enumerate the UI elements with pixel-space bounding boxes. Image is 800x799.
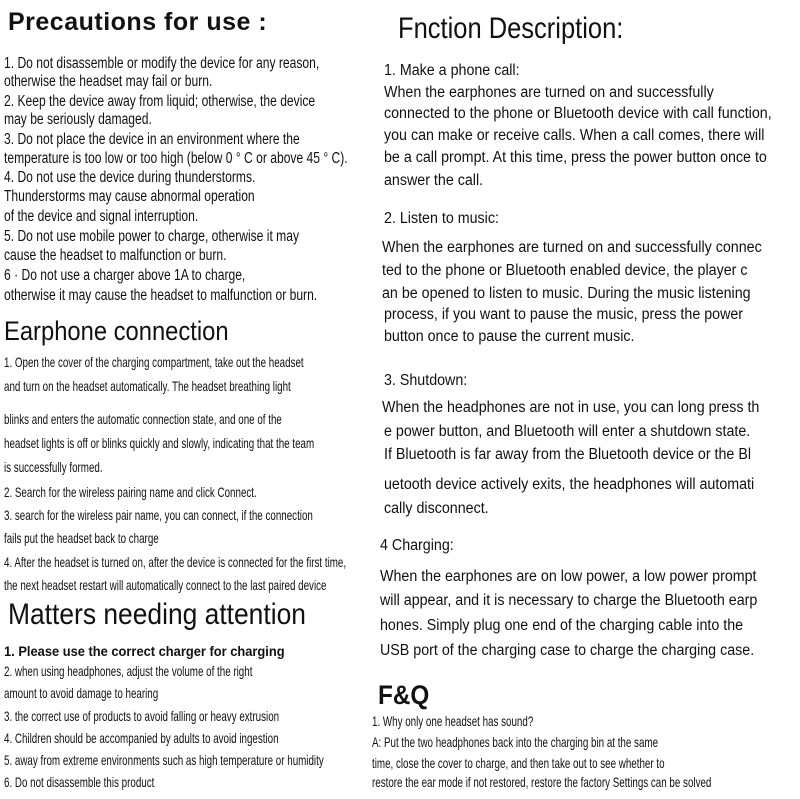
- section-line: cally disconnect.: [384, 500, 489, 517]
- precaution-line: otherwise it may cause the headset to malfunction or burn.: [4, 287, 318, 304]
- section-line: e power button, and Bluetooth will enter a shutdown state.: [384, 423, 751, 440]
- connection-line: the next headset restart will automatically connect to the last paired device: [4, 577, 327, 593]
- connection-line: blinks and enters the automatic connection state, and one of the: [4, 411, 282, 427]
- connection-line: 1. Open the cover of the charging compartment, take out the headset: [4, 354, 304, 370]
- section-line: USB port of the charging case to charge the charging case.: [380, 642, 755, 659]
- section-line: button once to pause the current music.: [384, 328, 635, 345]
- fq-title: F&Q: [378, 680, 430, 710]
- connection-line: and turn on the headset automatically. The headset breathing light: [4, 378, 291, 394]
- connection-line: 4. After the headset is turned on, after the device is connected for the first time,: [4, 554, 347, 570]
- matters-line: 3. the correct use of products to avoid falling or heavy extrusion: [4, 708, 280, 724]
- fq-line: time, close the cover to charge, and then take out to see whether to: [372, 755, 665, 771]
- precautions-title: Precautions for use :: [8, 8, 268, 36]
- connection-line: headset lights is off or blinks quickly and slowly, indicating that the team: [4, 435, 315, 451]
- matters-line: 5. away from extreme environments such as high temperature or humidity: [4, 752, 324, 768]
- precaution-line: 2. Keep the device away from liquid; otherwise, the device: [4, 93, 316, 110]
- precaution-line: Thunderstorms may cause abnormal operation: [4, 188, 255, 205]
- section-line: When the earphones are turned on and successfully connec: [382, 239, 762, 256]
- matters-line: 6. Do not disassemble this product: [4, 774, 155, 790]
- fq-line: restore the ear mode if not restored, restore the factory Settings can be solved: [372, 774, 712, 790]
- precaution-line: 5. Do not use mobile power to charge, otherwise it may: [4, 228, 300, 245]
- section-heading: 3. Shutdown:: [384, 372, 468, 389]
- fq-line: 1. Why only one headset has sound?: [372, 713, 534, 729]
- section-line: will appear, and it is necessary to charge the Bluetooth earp: [380, 592, 758, 609]
- precaution-line: may be seriously damaged.: [4, 111, 152, 128]
- connection-line: 2. Search for the wireless pairing name and click Connect.: [4, 484, 257, 500]
- precaution-line: 4. Do not use the device during thunderstorms.: [4, 169, 256, 186]
- matters-line: 2. when using headphones, adjust the volume of the right: [4, 663, 253, 679]
- section-line: an be opened to listen to music. During the music listening: [382, 285, 751, 302]
- matters-line: 1. Please use the correct charger for charging: [4, 643, 285, 659]
- section-line: you can make or receive calls. When a call comes, there will: [384, 127, 765, 144]
- matters-line: amount to avoid damage to hearing: [4, 685, 159, 701]
- precaution-line: temperature is too low or too high (below 0 ° C or above 45 ° C).: [4, 150, 348, 167]
- connection-line: is successfully formed.: [4, 459, 103, 475]
- precaution-line: 6 · Do not use a charger above 1A to charge,: [4, 267, 246, 284]
- section-heading: 2. Listen to music:: [384, 210, 499, 227]
- section-line: When the earphones are on low power, a low power prompt: [380, 568, 757, 585]
- precaution-line: of the device and signal interruption.: [4, 208, 199, 225]
- section-line: When the earphones are turned on and successfully: [384, 84, 714, 101]
- section-line: ted to the phone or Bluetooth enabled device, the player c: [382, 262, 748, 279]
- section-line: uetooth device actively exits, the headphones will automati: [384, 476, 755, 493]
- section-heading: 1. Make a phone call:: [384, 62, 520, 79]
- function-description-title: Fnction Description:: [398, 12, 624, 45]
- precaution-line: otherwise the headset may fail or burn.: [4, 73, 213, 90]
- connection-line: fails put the headset back to charge: [4, 530, 159, 546]
- section-heading: 4 Charging:: [380, 537, 454, 554]
- precaution-line: cause the headset to malfunction or burn.: [4, 247, 227, 264]
- section-line: answer the call.: [384, 172, 484, 189]
- precaution-line: 3. Do not place the device in an environment where the: [4, 131, 300, 148]
- earphone-connection-title: Earphone connection: [4, 316, 229, 346]
- section-line: When the headphones are not in use, you can long press th: [382, 399, 760, 416]
- matters-line: 4. Children should be accompanied by adults to avoid ingestion: [4, 730, 279, 746]
- matters-title: Matters needing attention: [8, 598, 306, 631]
- section-line: hones. Simply plug one end of the charging cable into the: [380, 617, 744, 634]
- section-line: If Bluetooth is far away from the Bluetooth device or the Bl: [384, 446, 751, 463]
- fq-line: A: Put the two headphones back into the charging bin at the same: [372, 734, 659, 750]
- section-line: connected to the phone or Bluetooth device with call function,: [384, 105, 772, 122]
- section-line: be a call prompt. At this time, press the power button once to: [384, 149, 767, 166]
- section-line: process, if you want to pause the music, press the power: [384, 306, 744, 323]
- precaution-line: 1. Do not disassemble or modify the device for any reason,: [4, 55, 320, 72]
- connection-line: 3. search for the wireless pair name, you can connect, if the connection: [4, 507, 313, 523]
